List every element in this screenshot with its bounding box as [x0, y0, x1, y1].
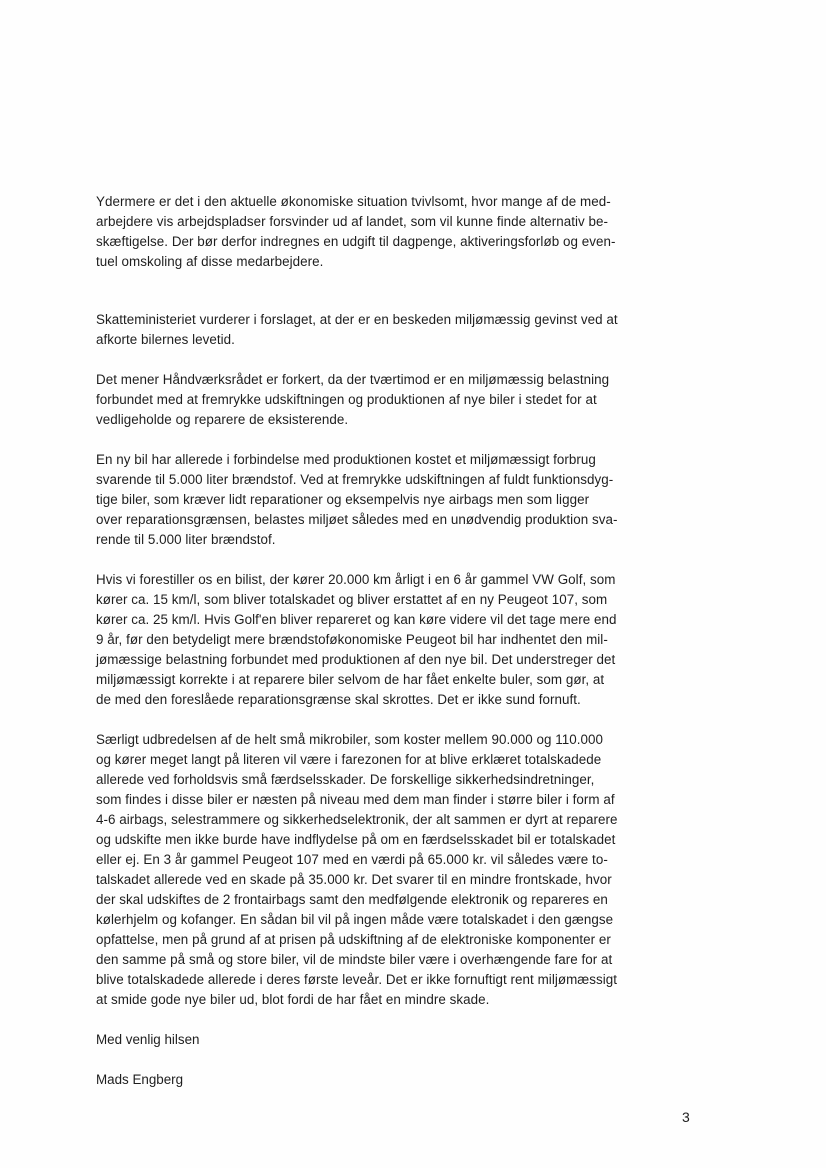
closing-salutation: Med venlig hilsen [96, 1032, 200, 1047]
paragraph-spacer [96, 550, 694, 570]
paragraph-spacer [96, 1050, 694, 1070]
signature-name: Mads Engberg [96, 1072, 184, 1087]
paragraph-council-objection: Det mener Håndværksrådet er forkert, da der tværtimod er en miljømæssig belastning forbundet med at fremrykke udskiftningen og produktionen af nye biler i stedet for at vedligeholde og reparere de eksisterende. [96, 372, 610, 427]
page-number: 3 [682, 1109, 690, 1125]
paragraph-spacer [96, 272, 694, 310]
paragraph-spacer [96, 430, 694, 450]
paragraph-microcars: Særligt udbredelsen af de helt små mikrobiler, som koster mellem 90.000 og 110.000 og kører meget langt på literen vil være i farezonen for at blive erklæret totalskadede allerede ved forholdsvis små færdselsskader. De forskellige sikkerhedsindretninger, som findes i disse biler er næsten på niveau med dem man finder i større biler i form af 4-6 airbags, selestrammere og sikkerhedselektronik, der alt sammen er dyrt at reparere og udskifte men ikke burde have indflydelse på om en færdselsskadet bil er totalskadet eller ej. En 3 år gammel Peugeot 107 med en værdi på 65.000 kr. vil således være to- talskadet allerede ved en skade på 35.000 kr. Det svarer til en mindre frontskade, hvor der skal udskiftes de 2 frontairbags samt den medfølgende elektronik og repareres en kølerhjelm og kofanger. En sådan bil vil på ingen måde være totalskadet i den gængse opfattelse, men på grund af at prisen på udskiftning af de elektroniske komponenter er den samme på små og store biler, vil de mindste biler være i overhængende fare for at blive totalskadede allerede i deres første leveår. Det er ikke fornuftigt rent miljømæssigt at smide gode nye biler ud, blot fordi de har fået en mindre skade. [96, 732, 618, 1007]
paragraph-spacer [96, 1010, 694, 1030]
paragraph-production-footprint: En ny bil har allerede i forbindelse med produktionen kostet et miljømæssigt forbrug svarende til 5.000 liter brændstof. Ved at fremrykke udskiftningen af fuldt funktionsdyg- tige biler, som kræver lidt reparationer og eksempelvis nye airbags men som ligger over reparationsgrænsen, belastes miljøet således med en unødvendig produktion sva- rende til 5.000 liter brændstof. [96, 452, 618, 547]
paragraph-spacer [96, 350, 694, 370]
paragraph-ministry-assessment: Skatteministeriet vurderer i forslaget, at der er en beskeden miljømæssig gevinst ved at afkorte bilernes levetid. [96, 312, 618, 347]
paragraph-spacer [96, 710, 694, 730]
paragraph-unemployment-costs: Ydermere er det i den aktuelle økonomiske situation tvivlsomt, hvor mange af de med- arbejdere vis arbejdspladser forsvinder ud af landet, som vil kunne finde alternativ be- skæftigelse. Der bør derfor indregnes en udgift til dagpenge, aktiveringsforløb og even- tuel omskoling af disse medarbejdere. [96, 194, 616, 269]
letter-body [96, 192, 694, 1090]
paragraph-golf-example: Hvis vi forestiller os en bilist, der kører 20.000 km årligt i en 6 år gammel VW Golf, som kører ca. 15 km/l, som bliver totalskadet og bliver erstattet af en ny Peugeot 107, som kører ca. 25 km/l. Hvis Golf'en bliver repareret og kan køre videre vil det tage mere end 9 år, før den betydeligt mere brændstoføkonomiske Peugeot bil har indhentet den mil- jømæssige belastning forbundet med produktionen af den nye bil. Det understreger det miljømæssigt korrekte i at reparere biler selvom de har fået enkelte buler, som gør, at de med den foreslåede reparationsgrænse skal skrottes. Det er ikke sund fornuft. [96, 572, 617, 707]
